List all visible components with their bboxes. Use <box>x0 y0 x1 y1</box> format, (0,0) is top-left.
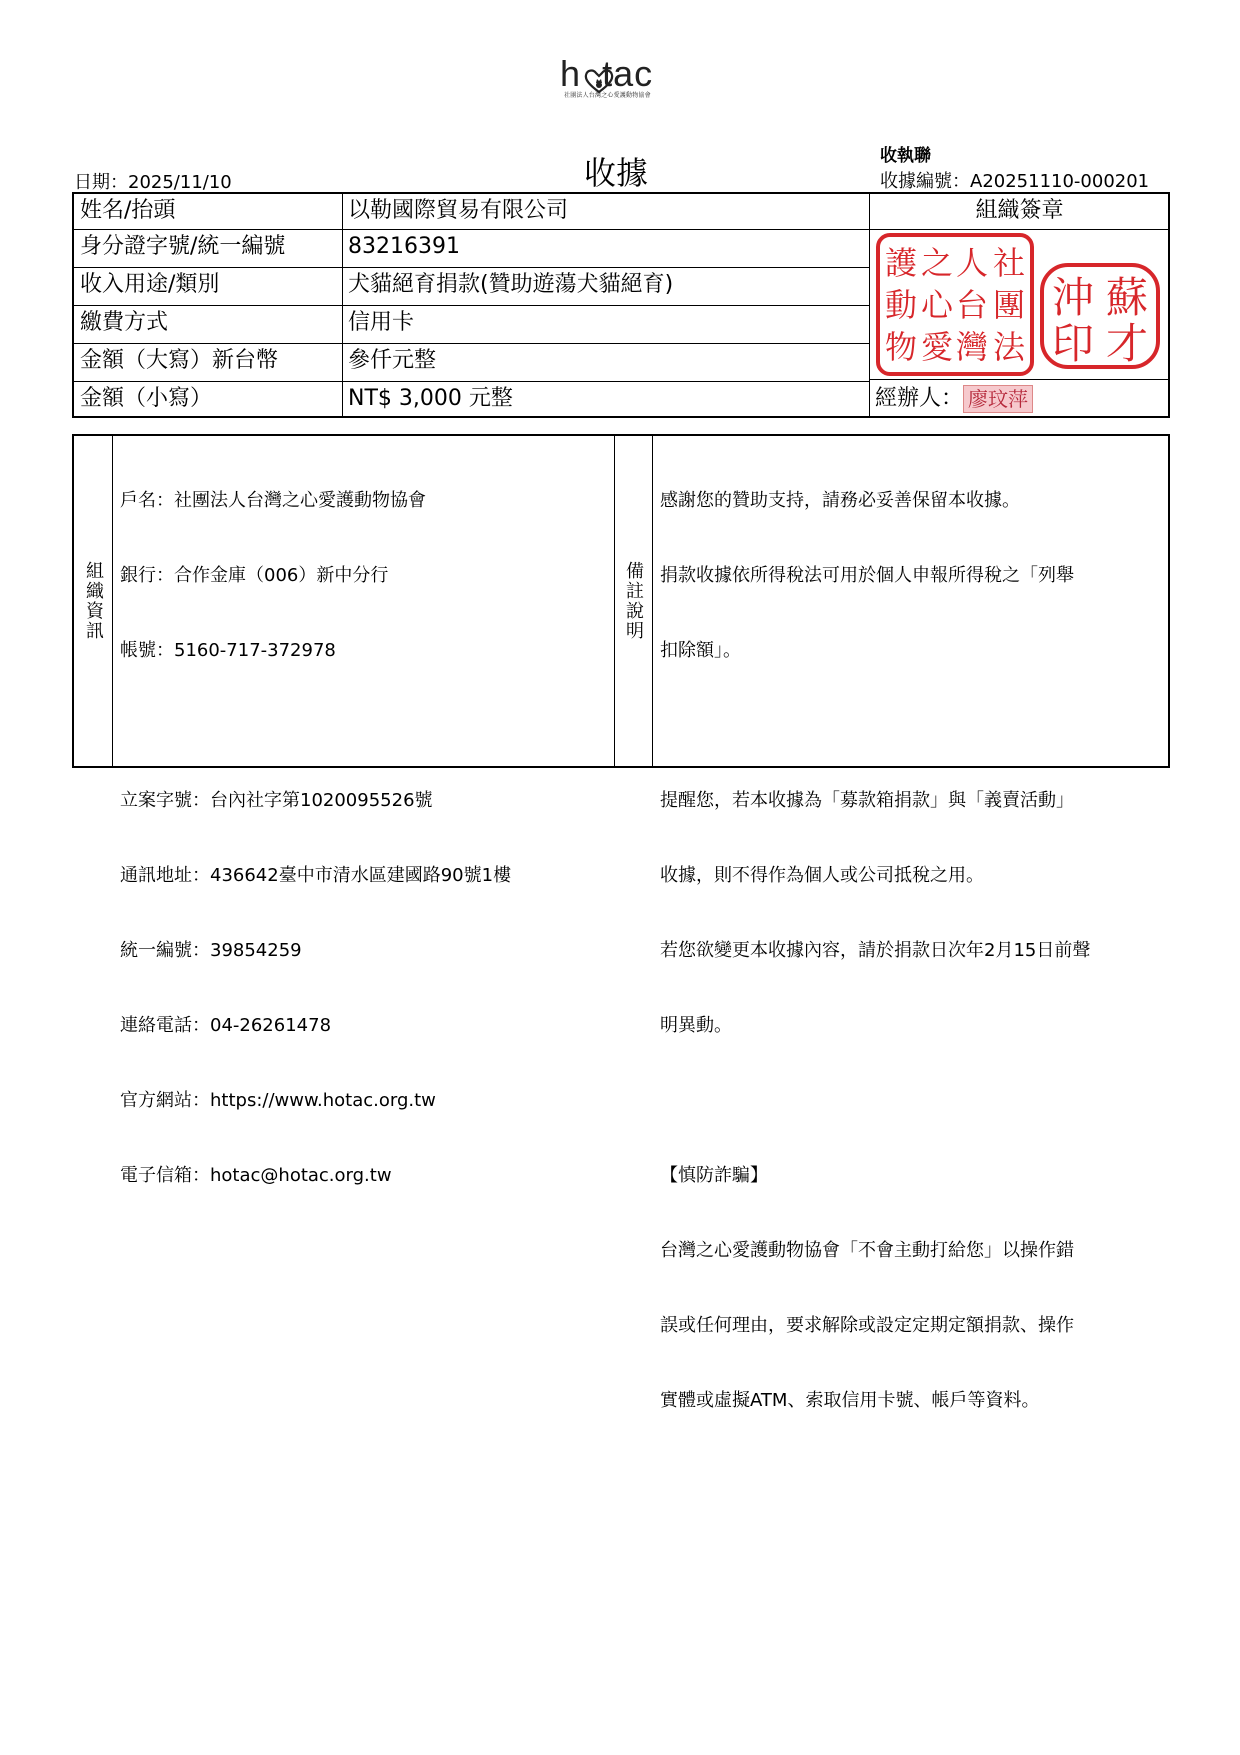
table-row <box>74 382 869 420</box>
receipt-date <box>74 168 232 194</box>
table-row <box>74 194 869 230</box>
svg-text:愛: 愛 <box>920 328 954 366</box>
svg-text:物: 物 <box>884 328 918 366</box>
notes-details <box>660 438 1090 1463</box>
logo-subtitle: 社團法人台灣之心愛護動物協會 <box>564 92 651 99</box>
notes-line: 收據，則不得作為個人或公司抵稅之用。 <box>660 865 984 886</box>
row-label: 收入用途/類別 <box>80 272 220 297</box>
row-value: 以勒國際貿易有限公司 <box>348 198 569 223</box>
org-info-line: 官方網站：https://www.hotac.org.tw <box>120 1090 436 1111</box>
table-row <box>74 268 869 306</box>
org-info-line: 戶名：社團法人台灣之心愛護動物協會 <box>120 490 426 511</box>
handler-row <box>869 382 1170 418</box>
notes-line: 明異動。 <box>660 1015 732 1036</box>
notes-line: 誤或任何理由，要求解除或設定定期定額捐款、操作 <box>660 1315 1074 1336</box>
handler-stamp: 廖玟萍 <box>963 385 1033 413</box>
copy-label: 收執聯 <box>880 146 931 166</box>
notes-line: 實體或虛擬ATM、索取信用卡號、帳戶等資料。 <box>660 1390 1040 1411</box>
svg-text:沖: 沖 <box>1051 273 1095 322</box>
org-info-line: 帳號：5160-717-372978 <box>120 640 336 661</box>
svg-text:之: 之 <box>920 244 954 282</box>
organization-seals <box>869 230 1170 380</box>
page-title: 收據 <box>584 154 649 192</box>
notes-line: 感謝您的贊助支持，請務必妥善保留本收據。 <box>660 490 1020 511</box>
org-info-details <box>120 438 511 1238</box>
org-info-line: 電子信箱：hotac@hotac.org.tw <box>120 1165 392 1186</box>
row-label: 繳費方式 <box>80 310 169 335</box>
svg-text:印: 印 <box>1051 319 1095 368</box>
org-info-heading: 組織資訊 <box>83 561 104 641</box>
svg-text:蘇: 蘇 <box>1105 273 1149 322</box>
svg-text:才: 才 <box>1105 319 1149 368</box>
row-label: 金額（小寫） <box>80 386 213 411</box>
org-info-line: 統一編號：39854259 <box>120 940 302 961</box>
receipt-table <box>72 192 1170 418</box>
row-value: NT$ 3,000 元整 <box>348 386 513 411</box>
svg-text:動: 動 <box>884 286 918 324</box>
notes-heading: 備註說明 <box>623 561 644 641</box>
org-info-line: 通訊地址：436642臺中市清水區建國路90號1樓 <box>120 865 512 886</box>
org-info-line <box>120 713 511 738</box>
notes-line: 捐款收據依所得稅法可用於個人申報所得稅之「列舉 <box>660 565 1074 586</box>
notes-side-label <box>614 436 652 766</box>
row-value: 信用卡 <box>348 310 415 335</box>
svg-text:法: 法 <box>992 328 1026 366</box>
row-value: 83216391 <box>348 234 460 259</box>
handler-label: 經辦人： <box>875 386 964 411</box>
logo-wordmark: h tac <box>560 53 654 94</box>
notes-line <box>660 1088 1090 1113</box>
receipt-number-value: A20251110-000201 <box>970 171 1150 192</box>
table-row <box>74 344 869 382</box>
table-divider <box>652 436 653 766</box>
table-row <box>74 230 869 268</box>
svg-text:人: 人 <box>955 244 989 282</box>
notes-line: 扣除額」。 <box>660 640 741 661</box>
receipt-number-label: 收據編號： <box>880 171 970 192</box>
date-label: 日期： <box>74 172 128 193</box>
org-info-line: 連絡電話：04-26261478 <box>120 1015 332 1036</box>
org-info-side-label <box>74 436 112 766</box>
date-value: 2025/11/10 <box>128 172 232 193</box>
svg-text:灣: 灣 <box>955 328 989 366</box>
org-info-line: 銀行：合作金庫（006）新中分行 <box>120 565 389 586</box>
seal-header-row <box>869 194 1170 230</box>
row-value: 參仟元整 <box>348 348 437 373</box>
table-row <box>74 306 869 344</box>
svg-text:護: 護 <box>884 244 918 282</box>
svg-text:團: 團 <box>992 286 1026 324</box>
row-label: 身分證字號/統一編號 <box>80 234 286 259</box>
organization-info-table <box>72 434 1170 1411</box>
svg-text:社: 社 <box>992 244 1026 282</box>
row-label: 金額（大寫）新台幣 <box>80 348 279 373</box>
organization-seal-icon <box>875 232 1035 377</box>
personal-seal-icon <box>1039 262 1161 370</box>
receipt-number <box>880 167 1149 193</box>
seal-header: 組織簽章 <box>975 198 1064 223</box>
notes-line <box>660 713 1090 738</box>
table-divider <box>112 436 113 766</box>
notes-line: 台灣之心愛護動物協會「不會主動打給您」以操作錯 <box>660 1240 1074 1261</box>
svg-text:心: 心 <box>920 286 954 324</box>
notes-line: 【慎防詐騙】 <box>660 1165 768 1186</box>
svg-text:台: 台 <box>955 286 989 324</box>
org-info-line: 立案字號：台內社字第1020095526號 <box>120 790 433 811</box>
notes-line: 若您欲變更本收據內容，請於捐款日次年2月15日前聲 <box>660 940 1091 961</box>
row-value: 犬貓絕育捐款(贊助遊蕩犬貓絕育) <box>348 272 674 297</box>
notes-line: 提醒您，若本收據為「募款箱捐款」與「義賣活動」 <box>660 790 1074 811</box>
row-label: 姓名/抬頭 <box>80 198 176 223</box>
hotac-logo <box>560 54 670 100</box>
